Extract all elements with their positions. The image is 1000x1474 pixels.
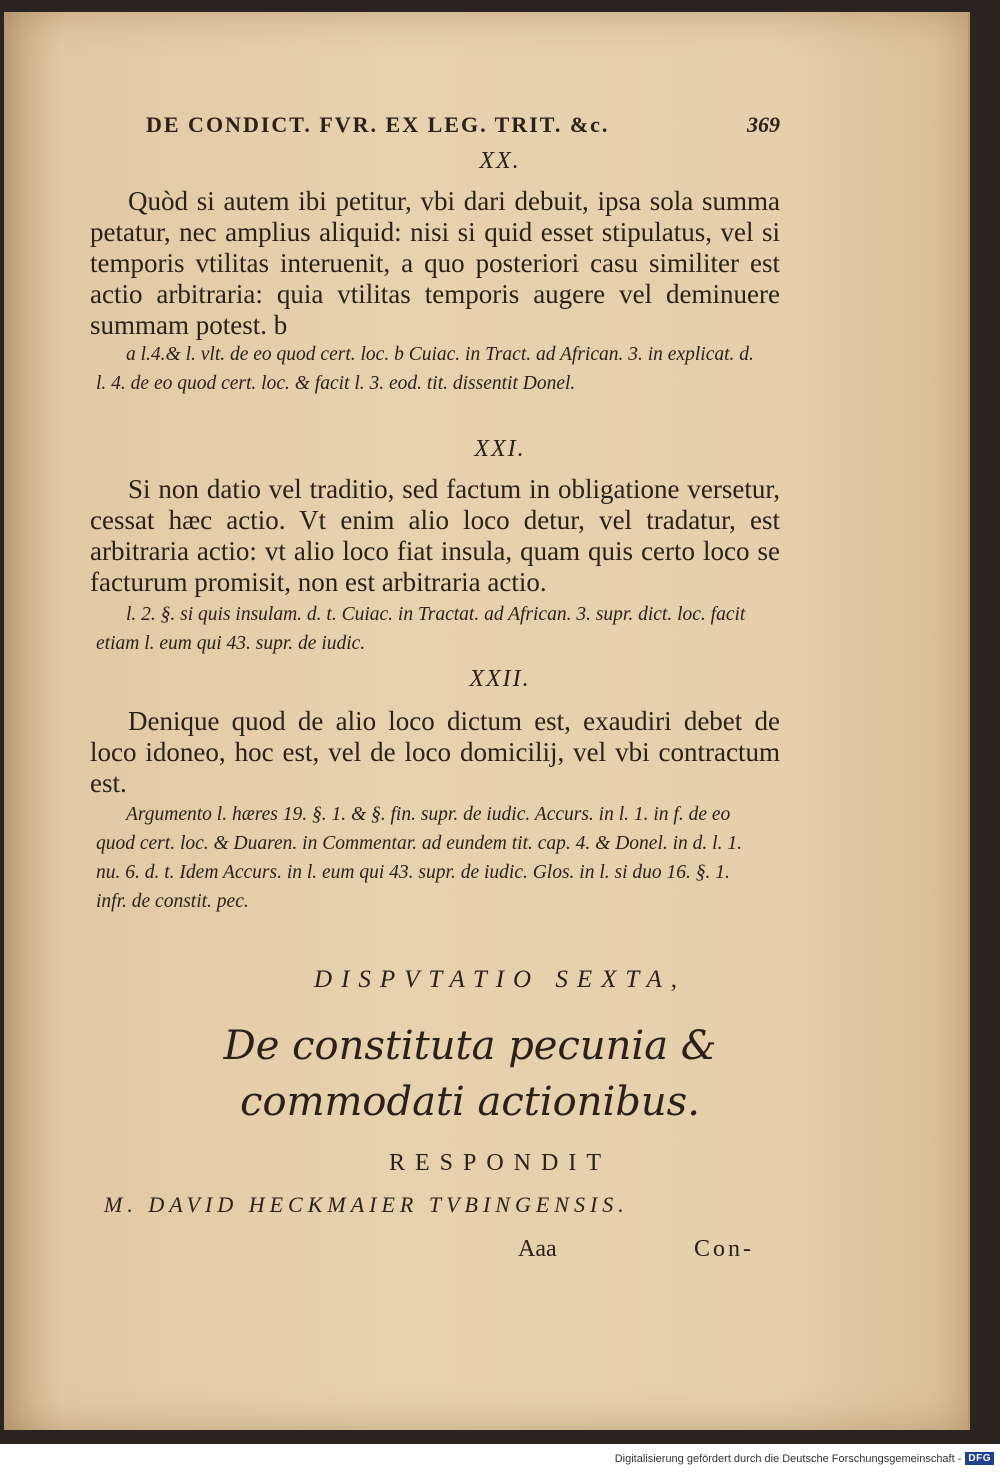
section-text-xx: Quòd si autem ibi petitur, vbi dari debuit, ipsa sola summa petatur, nec amplius aliquid: nisi si quid esset stipulatus, vel si temporis vtilitas interuenit, a quo posteriori casu similiter est actio arbitraria: quia vtilitas temporis augere vel deminuere summam potest. b <box>90 186 780 340</box>
section-number-xxii: XXII. <box>469 666 531 692</box>
section-number-xxi: XXI. <box>474 436 526 462</box>
section-note-xxi: l. 2. §. si quis insulam. d. t. Cuiac. in Tractat. ad African. 3. supr. dict. loc. facit etiam l. eum qui 43. supr. de iudic. <box>96 604 746 654</box>
respondit-label: RESPONDIT <box>388 1150 611 1176</box>
section-note-xxii: Argumento l. hæres 19. §. 1. & §. fin. supr. de iudic. Accurs. in l. 1. in f. de eo quod cert. loc. & Duaren. in Commentar. ad eundem tit. cap. 4. & Donel. in d. l. 1. nu. 6. d. t. Idem Accurs. in l. eum qui 43. supr. de iudic. Glos. in l. si duo 16. §. 1. infr. de constit. pec. <box>96 804 742 912</box>
signature-mark: Aaa <box>518 1236 557 1262</box>
running-title: DE CONDICT. FVR. EX LEG. TRIT. &c. <box>146 112 610 137</box>
disputatio-title: De constituta pecunia & commodati actionibus. <box>223 1023 717 1125</box>
disputatio-heading: DISPVTATIO SEXTA, <box>314 966 686 993</box>
section-text-xxi: Si non datio vel traditio, sed factum in obligatione versetur, cessat hæc actio. Vt enim alio loco detur, vel tradatur, est arbitraria actio: vt alio loco fiat insula, quam quis certo loco se facturum promisit, non est arbitraria actio. <box>90 474 780 597</box>
footer-bar <box>0 1452 1000 1474</box>
section-note-xx: a l.4.& l. vlt. de eo quod cert. loc. b Cuiac. in Tract. ad African. 3. in explicat. d. l. 4. de eo quod cert. loc. & facit l. 3. eod. tit. dissentit Donel. <box>96 344 754 394</box>
dfg-logo: DFG <box>965 1452 994 1465</box>
page-number: 369 <box>747 112 780 137</box>
catchword: Con- <box>694 1236 754 1262</box>
section-number-xx: XX. <box>479 148 521 174</box>
running-header <box>146 112 786 142</box>
funding-credit: Digitalisierung gefördert durch die Deutsche Forschungsgemeinschaft - <box>614 1452 962 1465</box>
respondent-name: M. DAVID HECKMAIER TVBINGENSIS. <box>104 1192 629 1217</box>
section-text-xxii: Denique quod de alio loco dictum est, exaudiri debet de loco idoneo, hoc est, vel de loco domicilij, vel vbi contractum est. <box>90 706 780 798</box>
